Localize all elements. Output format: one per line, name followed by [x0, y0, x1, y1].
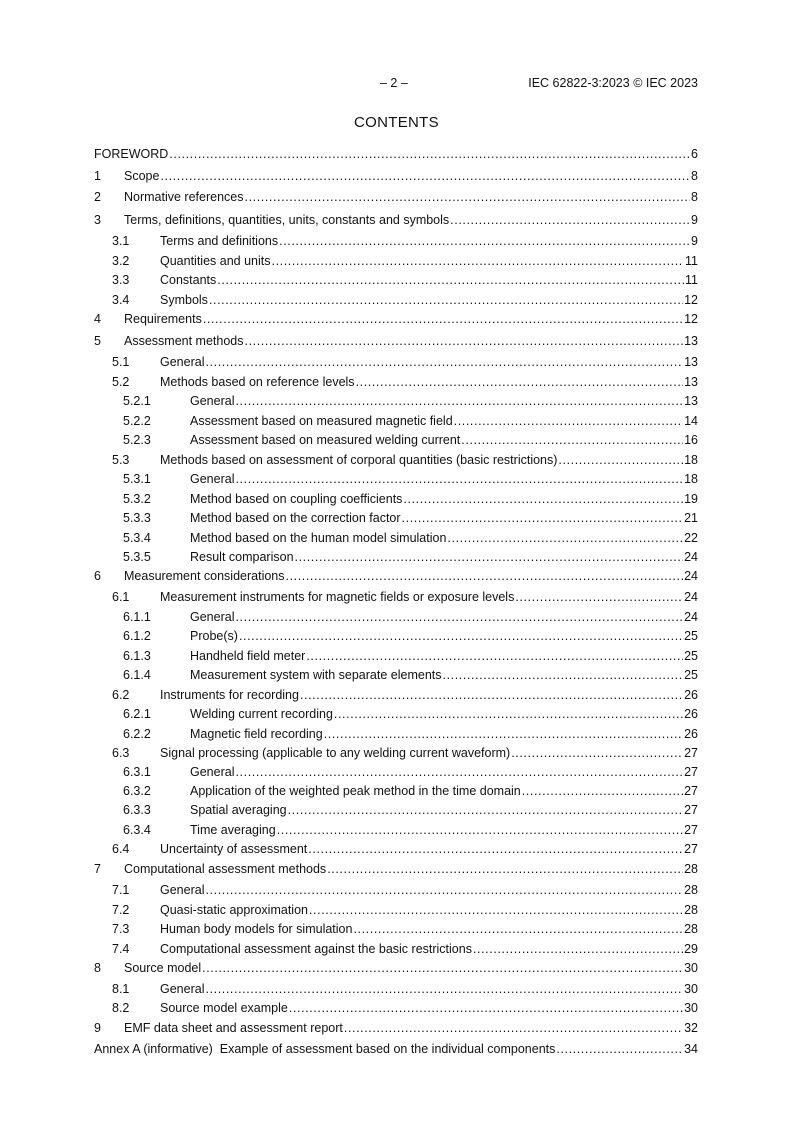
toc-entry[interactable]: [94, 470, 698, 488]
dot-leader: [447, 529, 683, 547]
toc-entry[interactable]: [94, 940, 698, 958]
toc-entry-number: 5.3.3: [123, 511, 151, 525]
dot-leader: [205, 881, 683, 899]
toc-entry-label: Method based on the correction factor: [190, 511, 401, 525]
dot-leader: [289, 999, 683, 1017]
toc-entry-page: 6: [691, 147, 698, 161]
toc-entry-label: FOREWORD: [94, 147, 169, 161]
toc-entry[interactable]: [94, 763, 698, 781]
toc-entry-label: Handheld field meter: [190, 648, 306, 663]
toc-entry-number: 6: [94, 568, 101, 583]
toc-entry-page: 13: [684, 374, 698, 389]
toc-entry-label: EMF data sheet and assessment report: [124, 1021, 343, 1035]
dot-leader: [473, 940, 683, 958]
dot-leader: [511, 744, 683, 762]
toc-entry[interactable]: [94, 920, 698, 938]
toc-entry-label: Human body models for simulation: [160, 922, 353, 936]
toc-entry-label: Symbols: [160, 292, 208, 307]
toc-entry-page: 28: [684, 922, 698, 936]
toc-entry[interactable]: [94, 548, 698, 566]
toc-entry[interactable]: [94, 627, 698, 645]
toc-entry-page: 8: [691, 190, 698, 204]
toc-entry-number: 3.3: [112, 273, 130, 287]
dot-leader: [202, 959, 683, 977]
dot-leader: [443, 666, 684, 684]
toc-entry-number: 6.1.2: [123, 629, 151, 643]
dot-leader: [169, 145, 690, 163]
toc-entry[interactable]: [94, 451, 698, 469]
toc-entry-page: 24: [684, 550, 698, 564]
toc-entry-page: 19: [684, 491, 698, 506]
toc-entry-number: 2: [94, 190, 101, 204]
toc-entry[interactable]: [94, 801, 698, 819]
toc-entry[interactable]: [94, 145, 698, 163]
toc-entry[interactable]: [94, 392, 698, 410]
toc-entry-page: 14: [684, 413, 698, 428]
toc-entry-page: 27: [684, 746, 698, 760]
dot-leader: [334, 705, 683, 723]
toc-entry-number: 8.1: [112, 981, 130, 996]
dot-leader: [205, 353, 683, 371]
toc-entry[interactable]: [94, 705, 698, 723]
toc-entry-label: Computational assessment against the basic restrictions: [160, 941, 472, 956]
dot-leader: [288, 801, 683, 819]
toc-entry[interactable]: [94, 725, 698, 743]
toc-entry-label: Source model: [124, 960, 202, 975]
toc-entry-label: General: [190, 394, 235, 408]
toc-entry-page: 34: [684, 1041, 698, 1056]
toc-entry-label: Application of the weighted peak method in the time domain: [190, 784, 521, 798]
toc-entry-number: 6.1.1: [123, 609, 151, 624]
dot-leader: [556, 1040, 683, 1058]
dot-leader: [308, 840, 683, 858]
toc-entry-label: Measurement instruments for magnetic fields or exposure levels: [160, 590, 515, 604]
dot-leader: [300, 686, 683, 704]
toc-entry-label: Time averaging: [190, 822, 276, 837]
toc-entry-page: 28: [684, 902, 698, 917]
toc-entry-page: 24: [684, 568, 698, 583]
dot-leader: [245, 332, 684, 350]
toc-entry[interactable]: [94, 588, 698, 606]
toc-entry[interactable]: [94, 291, 698, 309]
toc-entry-label: Measurement considerations: [124, 568, 285, 583]
toc-entry-number: 6.2.1: [123, 707, 151, 721]
toc-entry-label: General: [160, 355, 205, 369]
toc-entry-number: 6.1.4: [123, 668, 151, 682]
toc-entry-number: 6.2.2: [123, 726, 151, 741]
toc-entry-number: 6.2: [112, 687, 130, 702]
toc-entry-number: 3.4: [112, 292, 130, 307]
toc-entry-page: 25: [684, 668, 698, 682]
dot-leader: [402, 509, 684, 527]
toc-entry-label: Assessment based on measured magnetic field: [190, 413, 453, 428]
toc-entry-number: 6.3.1: [123, 764, 151, 779]
toc-entry[interactable]: [94, 211, 698, 229]
toc-entry-label: Methods based on reference levels: [160, 374, 355, 389]
toc-entry-label: Assessment based on measured welding current: [190, 433, 461, 447]
dot-leader: [235, 763, 683, 781]
toc-entry-label: General: [160, 883, 205, 897]
toc-entry-label: Spatial averaging: [190, 803, 287, 817]
toc-entry-number: 8.2: [112, 1001, 130, 1015]
toc-entry-label: Quasi-static approximation: [160, 902, 308, 917]
toc-entry-page: 21: [684, 511, 698, 525]
toc-entry-label: Methods based on assessment of corporal quantities (basic restrictions): [160, 452, 558, 467]
toc-entry-number: 3.2: [112, 253, 130, 268]
toc-entry-label: General: [190, 472, 235, 486]
toc-entry[interactable]: [94, 567, 698, 585]
dot-leader: [309, 901, 683, 919]
toc-entry[interactable]: [94, 744, 698, 762]
dot-leader: [239, 627, 683, 645]
toc-entry[interactable]: [94, 490, 698, 508]
toc-entry-number: 6.3.3: [123, 803, 151, 817]
toc-entry-number: 6.1: [112, 590, 130, 604]
toc-entry-label: Assessment methods: [124, 333, 244, 348]
toc-entry-number: 6.3.2: [123, 784, 151, 798]
dot-leader: [344, 1019, 683, 1037]
dot-leader: [286, 567, 684, 585]
toc-entry-page: 26: [684, 707, 698, 721]
toc-entry-page: 25: [684, 629, 698, 643]
toc-entry[interactable]: [94, 353, 698, 371]
toc-entry[interactable]: [94, 666, 698, 684]
toc-entry[interactable]: [94, 686, 698, 704]
toc-entry-page: 9: [691, 234, 698, 248]
toc-entry-number: 5.1: [112, 355, 130, 369]
toc-entry-number: 5.2.3: [123, 433, 151, 447]
toc-entry[interactable]: [94, 373, 698, 391]
toc-entry-page: 9: [691, 212, 698, 227]
toc-entry-number: 5.3.4: [123, 530, 151, 545]
toc-entry-label: Requirements: [124, 312, 202, 326]
dot-leader: [356, 373, 684, 391]
toc-entry-number: 7.3: [112, 922, 130, 936]
toc-entry[interactable]: [94, 647, 698, 665]
toc-entry-page: 11: [685, 253, 698, 268]
toc-entry-label: Probe(s): [190, 629, 238, 643]
toc-entry-page: 30: [684, 981, 698, 996]
toc-entry-label: Normative references: [124, 190, 244, 204]
toc-entry-label: Method based on coupling coefficients: [190, 491, 403, 506]
toc-entry[interactable]: [94, 271, 698, 289]
toc-entry-label: General: [190, 609, 235, 624]
toc-entry-page: 8: [691, 168, 698, 183]
dot-leader: [277, 821, 683, 839]
toc-entry-label: General: [160, 981, 205, 996]
toc-entry-page: 25: [684, 648, 698, 663]
toc-entry-page: 13: [684, 355, 698, 369]
toc-entry-page: 29: [684, 941, 698, 956]
dot-leader: [235, 608, 683, 626]
toc-entry-number: 5.3.5: [123, 550, 151, 564]
toc-entry-number: 1: [94, 168, 101, 183]
toc-entry-label: Welding current recording: [190, 707, 333, 721]
dot-leader: [522, 782, 683, 800]
dot-leader: [461, 431, 683, 449]
toc-entry-label: Quantities and units: [160, 253, 271, 268]
toc-entry-label: Terms and definitions: [160, 234, 279, 248]
toc-entry-number: 6.1.3: [123, 648, 151, 663]
dot-leader: [403, 490, 683, 508]
toc-entry[interactable]: [94, 999, 698, 1017]
dot-leader: [515, 588, 683, 606]
dot-leader: [235, 470, 683, 488]
toc-entry-number: 5.3: [112, 452, 130, 467]
toc-entry-number: 5: [94, 333, 101, 348]
toc-entry-page: 28: [684, 883, 698, 897]
toc-entry-page: 24: [684, 609, 698, 624]
toc-entry-label: Source model example: [160, 1001, 288, 1015]
toc-entry-label: Terms, definitions, quantities, units, constants and symbols: [124, 212, 450, 227]
toc-entry-label: Scope: [124, 168, 160, 183]
toc-entry-label: Instruments for recording: [160, 687, 299, 702]
toc-entry-number: 5.2: [112, 374, 130, 389]
toc-entry[interactable]: [94, 188, 698, 206]
toc-entry-label: Result comparison: [190, 550, 294, 564]
dot-leader: [209, 291, 683, 309]
dot-leader: [279, 232, 690, 250]
toc-entry[interactable]: [94, 1019, 698, 1037]
page-title: CONTENTS: [354, 114, 439, 131]
dot-leader: [454, 412, 683, 430]
toc-entry-page: 12: [684, 312, 698, 326]
page-number: – 2 –: [380, 76, 408, 90]
toc-entry[interactable]: [94, 252, 698, 270]
toc-entry-number: 3.1: [112, 234, 130, 248]
toc-entry-page: 28: [684, 861, 698, 876]
toc-entry-number: 5.2.2: [123, 413, 151, 428]
toc-entry-number: 8: [94, 960, 101, 975]
toc-entry-label: Constants: [160, 273, 217, 287]
toc-entry-page: 26: [684, 726, 698, 741]
toc-entry-page: 30: [684, 960, 698, 975]
dot-leader: [235, 392, 683, 410]
toc-entry-label: General: [190, 764, 235, 779]
page-header: [94, 76, 698, 92]
toc-entry-page: 18: [684, 472, 698, 486]
standard-reference: IEC 62822-3:2023 © IEC 2023: [528, 76, 698, 90]
toc-entry[interactable]: [94, 167, 698, 185]
toc-entry[interactable]: [94, 821, 698, 839]
toc-entry-page: 30: [684, 1001, 698, 1015]
toc-entry-label: Method based on the human model simulation: [190, 530, 447, 545]
toc-entry-label: Uncertainty of assessment: [160, 842, 308, 856]
toc-entry-label: Annex A (informative) Example of assessment based on the individual components: [94, 1041, 556, 1056]
toc-entry-label: Signal processing (applicable to any welding current waveform): [160, 746, 511, 760]
toc-entry-number: 5.3.1: [123, 472, 151, 486]
toc-entry[interactable]: [94, 509, 698, 527]
toc-entry-page: 22: [684, 530, 698, 545]
toc-entry-number: 4: [94, 312, 101, 326]
toc-entry-page: 27: [684, 764, 698, 779]
toc-entry[interactable]: [94, 901, 698, 919]
toc-entry[interactable]: [94, 860, 698, 878]
dot-leader: [203, 310, 683, 328]
toc-entry[interactable]: [94, 529, 698, 547]
toc-entry-number: 7.4: [112, 941, 130, 956]
toc-entry-number: 6.4: [112, 842, 130, 856]
toc-entry-page: 26: [684, 687, 698, 702]
dot-leader: [245, 188, 691, 206]
toc-entry[interactable]: [94, 232, 698, 250]
toc-entry-number: 5.2.1: [123, 394, 151, 408]
toc-entry[interactable]: [94, 1040, 698, 1058]
toc-entry-page: 32: [684, 1021, 698, 1035]
dot-leader: [327, 860, 683, 878]
toc-entry-page: 27: [684, 842, 698, 856]
toc-entry[interactable]: [94, 431, 698, 449]
toc-entry-number: 5.3.2: [123, 491, 151, 506]
toc-entry-page: 24: [684, 590, 698, 604]
toc-entry-page: 18: [684, 452, 698, 467]
toc-entry-page: 11: [685, 273, 698, 287]
toc-entry[interactable]: [94, 782, 698, 800]
toc-entry[interactable]: [94, 332, 698, 350]
toc-entry-page: 12: [684, 292, 698, 307]
toc-entry-number: 6.3.4: [123, 822, 151, 837]
toc-entry-page: 27: [684, 784, 698, 798]
dot-leader: [324, 725, 683, 743]
toc-entry-number: 7: [94, 861, 101, 876]
toc-entry-number: 7.1: [112, 883, 130, 897]
dot-leader: [295, 548, 684, 566]
toc-entry[interactable]: [94, 608, 698, 626]
toc-entry-page: 13: [684, 394, 698, 408]
toc-entry-number: 9: [94, 1021, 101, 1035]
toc-entry-page: 27: [684, 822, 698, 837]
dot-leader: [450, 211, 690, 229]
toc-entry[interactable]: [94, 412, 698, 430]
toc-entry-label: Magnetic field recording: [190, 726, 323, 741]
dot-leader: [306, 647, 683, 665]
toc-entry[interactable]: [94, 840, 698, 858]
toc-entry-label: Measurement system with separate elements: [190, 668, 442, 682]
toc-entry-label: Computational assessment methods: [124, 861, 327, 876]
toc-entry[interactable]: [94, 959, 698, 977]
toc-entry-page: 16: [684, 433, 698, 447]
dot-leader: [272, 252, 685, 270]
dot-leader: [205, 980, 683, 998]
dot-leader: [353, 920, 683, 938]
toc-entry[interactable]: [94, 310, 698, 328]
toc-entry-page: 13: [684, 333, 698, 348]
toc-entry[interactable]: [94, 881, 698, 899]
toc-entry[interactable]: [94, 980, 698, 998]
dot-leader: [558, 451, 683, 469]
toc-entry-number: 6.3: [112, 746, 130, 760]
toc-entry-number: 7.2: [112, 902, 130, 917]
dot-leader: [160, 167, 690, 185]
toc-entry-page: 27: [684, 803, 698, 817]
dot-leader: [217, 271, 684, 289]
toc-entry-number: 3: [94, 212, 101, 227]
